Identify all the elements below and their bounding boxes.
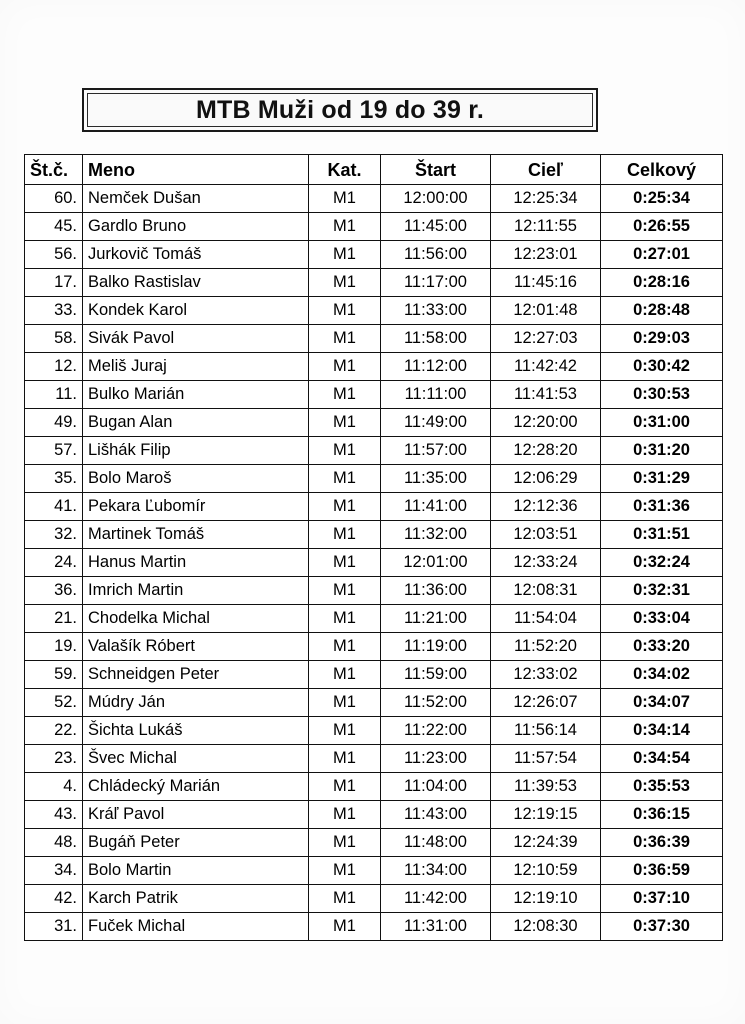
- cell-finish-time: 12:03:51: [491, 521, 601, 549]
- cell-category: M1: [309, 773, 381, 801]
- cell-start-number: 57.: [25, 437, 83, 465]
- table-row: [25, 409, 723, 437]
- cell-total-time: 0:30:53: [601, 381, 723, 409]
- cell-start-time: 11:32:00: [381, 521, 491, 549]
- cell-start-time: 11:33:00: [381, 297, 491, 325]
- column-header-start-number: Št.č.: [25, 155, 83, 185]
- cell-start-time: 11:36:00: [381, 577, 491, 605]
- cell-name: Kondek Karol: [83, 297, 309, 325]
- cell-finish-time: 12:01:48: [491, 297, 601, 325]
- cell-category: M1: [309, 661, 381, 689]
- cell-start-number: 12.: [25, 353, 83, 381]
- cell-finish-time: 12:24:39: [491, 829, 601, 857]
- cell-category: M1: [309, 409, 381, 437]
- cell-total-time: 0:31:00: [601, 409, 723, 437]
- table-header: [25, 155, 723, 185]
- cell-total-time: 0:32:24: [601, 549, 723, 577]
- cell-start-number: 11.: [25, 381, 83, 409]
- cell-finish-time: 12:26:07: [491, 689, 601, 717]
- cell-start-time: 11:22:00: [381, 717, 491, 745]
- cell-finish-time: 11:56:14: [491, 717, 601, 745]
- cell-name: Gardlo Bruno: [83, 213, 309, 241]
- cell-start-time: 11:31:00: [381, 913, 491, 941]
- cell-start-time: 11:52:00: [381, 689, 491, 717]
- cell-category: M1: [309, 605, 381, 633]
- table-row: [25, 213, 723, 241]
- cell-name: Sivák Pavol: [83, 325, 309, 353]
- table-row: [25, 381, 723, 409]
- cell-total-time: 0:36:59: [601, 857, 723, 885]
- cell-total-time: 0:32:31: [601, 577, 723, 605]
- cell-category: M1: [309, 913, 381, 941]
- cell-total-time: 0:34:14: [601, 717, 723, 745]
- cell-start-number: 60.: [25, 185, 83, 213]
- cell-total-time: 0:31:51: [601, 521, 723, 549]
- cell-name: Šichta Lukáš: [83, 717, 309, 745]
- table-row: [25, 549, 723, 577]
- cell-start-time: 11:11:00: [381, 381, 491, 409]
- cell-finish-time: 12:19:15: [491, 801, 601, 829]
- cell-name: Chodelka Michal: [83, 605, 309, 633]
- page-title: MTB Muži od 19 do 39 r.: [196, 95, 484, 124]
- cell-total-time: 0:31:36: [601, 493, 723, 521]
- cell-total-time: 0:37:10: [601, 885, 723, 913]
- cell-name: Kráľ Pavol: [83, 801, 309, 829]
- cell-category: M1: [309, 717, 381, 745]
- cell-name: Bugáň Peter: [83, 829, 309, 857]
- cell-start-time: 11:34:00: [381, 857, 491, 885]
- cell-name: Chládecký Marián: [83, 773, 309, 801]
- cell-category: M1: [309, 269, 381, 297]
- table-row: [25, 689, 723, 717]
- cell-name: Nemček Dušan: [83, 185, 309, 213]
- cell-category: M1: [309, 633, 381, 661]
- cell-category: M1: [309, 353, 381, 381]
- table-row: [25, 577, 723, 605]
- cell-start-time: 11:56:00: [381, 241, 491, 269]
- cell-total-time: 0:31:29: [601, 465, 723, 493]
- cell-total-time: 0:28:48: [601, 297, 723, 325]
- cell-name: Imrich Martin: [83, 577, 309, 605]
- results-table: [24, 154, 723, 941]
- cell-category: M1: [309, 297, 381, 325]
- cell-category: M1: [309, 381, 381, 409]
- cell-finish-time: 12:27:03: [491, 325, 601, 353]
- cell-start-number: 24.: [25, 549, 83, 577]
- cell-start-time: 11:12:00: [381, 353, 491, 381]
- cell-start-number: 58.: [25, 325, 83, 353]
- cell-finish-time: 12:33:02: [491, 661, 601, 689]
- cell-finish-time: 12:25:34: [491, 185, 601, 213]
- cell-total-time: 0:33:04: [601, 605, 723, 633]
- table-row: [25, 325, 723, 353]
- column-header-start-time: Štart: [381, 155, 491, 185]
- cell-start-number: 48.: [25, 829, 83, 857]
- cell-name: Múdry Ján: [83, 689, 309, 717]
- cell-finish-time: 12:11:55: [491, 213, 601, 241]
- cell-category: M1: [309, 885, 381, 913]
- cell-finish-time: 11:42:42: [491, 353, 601, 381]
- cell-name: Lišhák Filip: [83, 437, 309, 465]
- cell-finish-time: 12:23:01: [491, 241, 601, 269]
- cell-name: Meliš Juraj: [83, 353, 309, 381]
- cell-category: M1: [309, 241, 381, 269]
- cell-total-time: 0:36:15: [601, 801, 723, 829]
- cell-category: M1: [309, 577, 381, 605]
- cell-start-number: 19.: [25, 633, 83, 661]
- cell-total-time: 0:33:20: [601, 633, 723, 661]
- cell-total-time: 0:34:02: [601, 661, 723, 689]
- cell-finish-time: 11:39:53: [491, 773, 601, 801]
- cell-category: M1: [309, 213, 381, 241]
- cell-category: M1: [309, 465, 381, 493]
- table-row: [25, 801, 723, 829]
- cell-category: M1: [309, 829, 381, 857]
- cell-start-time: 12:00:00: [381, 185, 491, 213]
- cell-start-number: 52.: [25, 689, 83, 717]
- cell-start-time: 11:45:00: [381, 213, 491, 241]
- cell-start-number: 43.: [25, 801, 83, 829]
- cell-finish-time: 11:45:16: [491, 269, 601, 297]
- cell-category: M1: [309, 745, 381, 773]
- cell-name: Bugan Alan: [83, 409, 309, 437]
- cell-finish-time: 12:20:00: [491, 409, 601, 437]
- cell-start-number: 41.: [25, 493, 83, 521]
- cell-category: M1: [309, 689, 381, 717]
- cell-category: M1: [309, 857, 381, 885]
- table-row: [25, 465, 723, 493]
- column-header-category: Kat.: [309, 155, 381, 185]
- cell-start-number: 4.: [25, 773, 83, 801]
- cell-start-number: 42.: [25, 885, 83, 913]
- cell-start-time: 11:23:00: [381, 745, 491, 773]
- cell-total-time: 0:36:39: [601, 829, 723, 857]
- cell-total-time: 0:34:54: [601, 745, 723, 773]
- cell-start-number: 21.: [25, 605, 83, 633]
- cell-finish-time: 12:33:24: [491, 549, 601, 577]
- column-header-name: Meno: [83, 155, 309, 185]
- table-row: [25, 353, 723, 381]
- cell-start-time: 11:43:00: [381, 801, 491, 829]
- table-row: [25, 437, 723, 465]
- cell-category: M1: [309, 549, 381, 577]
- cell-start-time: 11:48:00: [381, 829, 491, 857]
- cell-finish-time: 12:08:31: [491, 577, 601, 605]
- table-header-row: [25, 155, 723, 185]
- cell-start-number: 23.: [25, 745, 83, 773]
- cell-finish-time: 11:41:53: [491, 381, 601, 409]
- cell-finish-time: 11:54:04: [491, 605, 601, 633]
- cell-category: M1: [309, 185, 381, 213]
- cell-name: Valašík Róbert: [83, 633, 309, 661]
- cell-start-time: 12:01:00: [381, 549, 491, 577]
- table-row: [25, 829, 723, 857]
- cell-name: Fuček Michal: [83, 913, 309, 941]
- cell-start-number: 17.: [25, 269, 83, 297]
- cell-start-time: 11:35:00: [381, 465, 491, 493]
- cell-start-time: 11:49:00: [381, 409, 491, 437]
- results-table-wrapper: [24, 154, 722, 941]
- table-row: [25, 269, 723, 297]
- cell-total-time: 0:31:20: [601, 437, 723, 465]
- cell-start-number: 56.: [25, 241, 83, 269]
- cell-start-number: 32.: [25, 521, 83, 549]
- cell-name: Karch Patrik: [83, 885, 309, 913]
- cell-total-time: 0:29:03: [601, 325, 723, 353]
- table-row: [25, 773, 723, 801]
- cell-total-time: 0:37:30: [601, 913, 723, 941]
- table-row: [25, 185, 723, 213]
- table-row: [25, 605, 723, 633]
- cell-name: Jurkovič Tomáš: [83, 241, 309, 269]
- column-header-total-time: Celkový: [601, 155, 723, 185]
- cell-start-time: 11:41:00: [381, 493, 491, 521]
- cell-name: Hanus Martin: [83, 549, 309, 577]
- cell-total-time: 0:34:07: [601, 689, 723, 717]
- cell-finish-time: 11:57:54: [491, 745, 601, 773]
- column-header-finish-time: Cieľ: [491, 155, 601, 185]
- table-row: [25, 521, 723, 549]
- cell-category: M1: [309, 437, 381, 465]
- cell-start-number: 45.: [25, 213, 83, 241]
- cell-finish-time: 12:12:36: [491, 493, 601, 521]
- cell-total-time: 0:27:01: [601, 241, 723, 269]
- cell-start-number: 49.: [25, 409, 83, 437]
- cell-finish-time: 12:08:30: [491, 913, 601, 941]
- cell-start-number: 34.: [25, 857, 83, 885]
- cell-total-time: 0:25:34: [601, 185, 723, 213]
- cell-start-time: 11:17:00: [381, 269, 491, 297]
- cell-category: M1: [309, 521, 381, 549]
- cell-start-number: 33.: [25, 297, 83, 325]
- cell-start-number: 59.: [25, 661, 83, 689]
- cell-start-time: 11:59:00: [381, 661, 491, 689]
- cell-name: Pekara Ľubomír: [83, 493, 309, 521]
- cell-category: M1: [309, 801, 381, 829]
- cell-start-time: 11:57:00: [381, 437, 491, 465]
- cell-category: M1: [309, 493, 381, 521]
- table-row: [25, 633, 723, 661]
- cell-start-time: 11:21:00: [381, 605, 491, 633]
- table-row: [25, 661, 723, 689]
- cell-start-number: 22.: [25, 717, 83, 745]
- cell-start-number: 35.: [25, 465, 83, 493]
- table-row: [25, 241, 723, 269]
- cell-start-time: 11:19:00: [381, 633, 491, 661]
- cell-total-time: 0:35:53: [601, 773, 723, 801]
- cell-finish-time: 11:52:20: [491, 633, 601, 661]
- cell-total-time: 0:30:42: [601, 353, 723, 381]
- table-row: [25, 857, 723, 885]
- cell-name: Švec Michal: [83, 745, 309, 773]
- cell-start-time: 11:42:00: [381, 885, 491, 913]
- table-row: [25, 717, 723, 745]
- table-row: [25, 493, 723, 521]
- document-title-box: [82, 88, 598, 132]
- cell-finish-time: 12:10:59: [491, 857, 601, 885]
- table-row: [25, 885, 723, 913]
- cell-total-time: 0:28:16: [601, 269, 723, 297]
- table-row: [25, 297, 723, 325]
- table-row: [25, 913, 723, 941]
- cell-category: M1: [309, 325, 381, 353]
- cell-name: Bolo Maroš: [83, 465, 309, 493]
- cell-finish-time: 12:19:10: [491, 885, 601, 913]
- cell-finish-time: 12:28:20: [491, 437, 601, 465]
- cell-name: Balko Rastislav: [83, 269, 309, 297]
- cell-name: Bulko Marián: [83, 381, 309, 409]
- cell-start-time: 11:58:00: [381, 325, 491, 353]
- cell-name: Martinek Tomáš: [83, 521, 309, 549]
- cell-start-time: 11:04:00: [381, 773, 491, 801]
- table-body: [25, 185, 723, 941]
- table-row: [25, 745, 723, 773]
- cell-start-number: 31.: [25, 913, 83, 941]
- cell-name: Schneidgen Peter: [83, 661, 309, 689]
- cell-name: Bolo Martin: [83, 857, 309, 885]
- cell-total-time: 0:26:55: [601, 213, 723, 241]
- cell-start-number: 36.: [25, 577, 83, 605]
- cell-finish-time: 12:06:29: [491, 465, 601, 493]
